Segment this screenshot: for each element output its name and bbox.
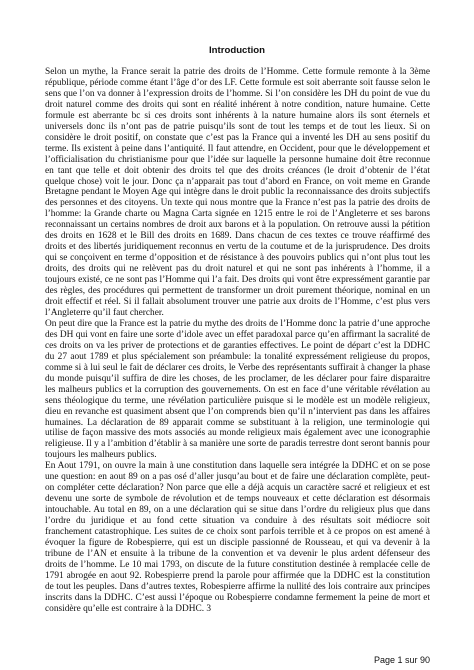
paragraph-2: On peut dire que la France est la patrie du mythe des droits de l’Homme donc la patrie d’une approche des DH qui vont en faire une sorte d’idole avec un effet paradoxal parce qu’en affirmant la sacralité de ces droits on va les priver de protections et de garanties effectives. Le point de départ c’est la DDHC du 27 aout 1789 et plus spécialement son préambule: la tonalité expressément religieuse du propos, comme si à lui seul le fait de déclarer ces droits, le Verbe des représentants suffirait à changer la phase du monde puisqu’il suffira de dire les choses, de les proclamer, de les déclarer pour faire disparaitre les malheurs publics et la corruption des gouvernements. On est en face d’une véritable révélation au sens théologique du terme, une révélation particulière puisque si le modèle est un modèle religieux, dieu en revanche est quasiment absent que l’on comprends bien qu’il n’intervient pas dans les affaires humaines. La déclaration de 89 apparait comme se substituant à la religion, une terminologie qui utilise de façon massive des mots associés au monde religieux mais également avec une iconographie religieuse. Il y a l’ambition d’établir à sa manière une sorte de paradis terrestre dont seront bannis pour toujours les malheurs publics. <box>45 318 430 461</box>
paragraph-3: En Aout 1791, on ouvre la main à une constitution dans laquelle sera intégrée la DDHC et on se pose une question: en aout 89 on a pas osé d’aller jusqu’au bout et de faire une déclaration complète, peut-on compléter cette déclaration? Non parce que elle a déjà acquis un caractère sacré et religieux et est devenu une sorte de symbole de révolution et de temps nouveaux et cette déclaration est désormais intouchable. Au total en 89, on a une déclaration qui se situe dans l’ordre du religieux plus que dans l’ordre du juridique et au fond cette situation va conduire à des résultats soit médiocre soit franchement catastrophique. Les suites de ce choix sont parfois terrible et à ce propos on est amené à évoquer la figure de Robespierre, qui est un disciple passionné de Rousseau, et qui va devenir à la tribune de l’AN et ensuite à la tribune de la convention et va devenir le plus ardent défenseur des droits de l’homme. Le 10 mai 1793, on discute de la future constitution destinée à remplacée celle de 1791 abrogée en aout 92. Robespierre prend la parole pour affirmée que la DDHC est la constitution de tout les peuples. Dans d’autres textes, Robespierre affirme la nullité des lois contraire aux principes inscrits dans la DDHC. C’est aussi l’époque ou Robespierre condamne fermement la peine de mort et considère qu’elle est contraire à la DDHC. 3 <box>45 461 430 614</box>
page-number: Page 1 sur 90 <box>373 655 430 665</box>
document-body <box>45 67 430 615</box>
paragraph-1: Selon un mythe, la France serait la patrie des droits de l’Homme. Cette formule remonte à la 3ème république, période comme étant l’âge d’or des LF. Cette formule est soit aberrante soit fausse selon le sens que l’on va donner à l’expression droits de l’homme. Si l’on considère les DH du point de vue du droit naturel comme des droits qui sont en réalité inhérent à notre condition, nature humaine. Cette formule est aberrante bc si ces droits sont inhérents à la nature humaine alors ils sont éternels et universels donc ils n’ont pas de patrie puisqu’ils sont de tout les temps et de tout les lieux. Si on considère le droit positif, on constate que c’est pas la France qui a inventé les DH au sens positif du terme. Ils existent à peine dans l’antiquité. Il faut attendre, en Occident, pour que le développement et l’officialisation du christianisme pour que l’idée sur laquelle la personne humaine doit être reconnue en tant que telle et doit obtenir des droits tel que des droits créances (le droit d’obtenir de l’état quelque chose) voit le jour. Donc ça n’apparait pas tout d’abord en France, on voit meme en Grande Bretagne pendant le Moyen Age qui intègre dans le droit public la reconnaissance des droits subjectifs des personnes et des citoyens. Un texte qui nous montre que la France n’est pas la patrie des droits de l’homme: la Grande charte ou Magna Carta signée en 1215 entre le roi de l’Angleterre et ses barons reconnaissant un certains nombres de droit aux barons et à la population. On retrouve aussi la pétition des droits en 1628 et le Bill des droits en 1689. Dans chacun de ces textes ce trouve réaffirmé des droits et des libertés juridiquement reconnus en vertu de la coutume et de la jurisprudence. Des droits qui se conçoivent en terme d’opposition et de résistance à des pouvoirs publics qui n’ont plus tout les droits, des droits qui ne relèvent pas du droit naturel et qui ne sont pas inhérents à l’homme, il a toujours existé, ce ne sont pas l’Homme qui l’a fait. Des droits qui vont être expressément garantie par des règles, des procédures qui permettent de transformer un droit purement théorique, nominal en un droit effectif et réel. Si il fallait absolument trouver une patrie aux droits de l’Homme, c’est plus vers l’Angleterre qu’il faut chercher. <box>45 67 430 318</box>
page-title: Introduction <box>209 45 265 56</box>
